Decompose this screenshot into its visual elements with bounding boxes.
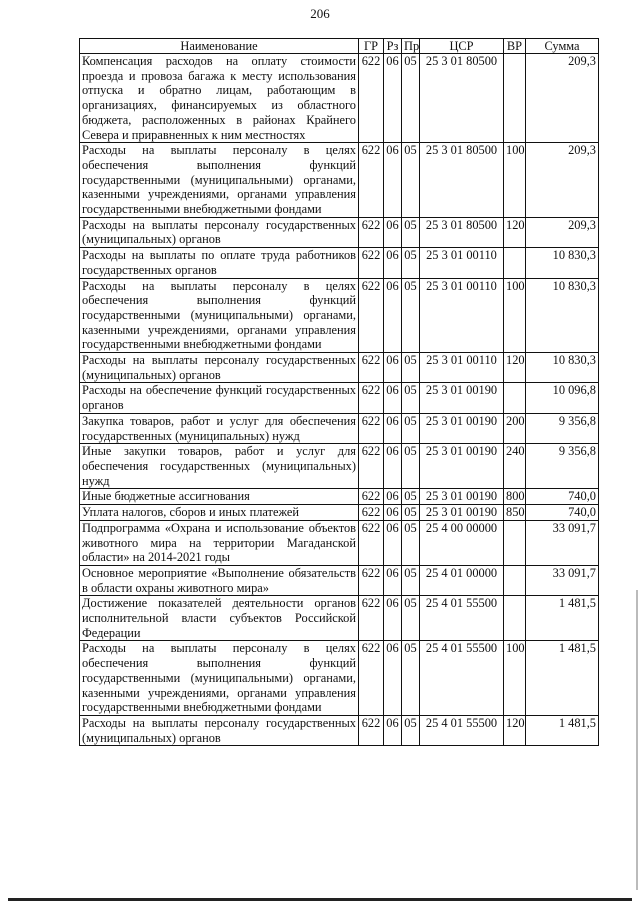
cell-sum: 33 091,7 xyxy=(526,565,599,595)
cell-pr: 05 xyxy=(402,54,420,143)
header-pr: Пр xyxy=(402,39,420,54)
cell-gr: 622 xyxy=(359,248,384,278)
table-row xyxy=(80,143,599,218)
cell-csr: 25 3 01 00110 xyxy=(420,248,504,278)
cell-name: Компенсация расходов на оплату стоимости проезда и провоза багажа к месту использования отпуска и обратно лицам, работающим в организациях, финансируемых из областного бюджета, расположенных в районах Крайнего Севера и приравненных к ним местностях xyxy=(80,54,359,143)
page-number: 206 xyxy=(310,6,330,21)
cell-name: Расходы на выплаты персоналу государственных (муниципальных) органов xyxy=(80,715,359,745)
cell-csr: 25 4 01 00000 xyxy=(420,565,504,595)
cell-gr: 622 xyxy=(359,217,384,247)
cell-vr: 120 xyxy=(504,217,526,247)
cell-csr: 25 3 01 00190 xyxy=(420,383,504,413)
cell-vr: 200 xyxy=(504,413,526,443)
table-row xyxy=(80,383,599,413)
cell-pr: 05 xyxy=(402,143,420,218)
scan-edge-line xyxy=(8,898,632,901)
cell-csr: 25 4 00 00000 xyxy=(420,520,504,565)
cell-csr: 25 4 01 55500 xyxy=(420,715,504,745)
cell-pr: 05 xyxy=(402,520,420,565)
cell-pr: 05 xyxy=(402,505,420,521)
cell-name: Подпрограмма «Охрана и использование объектов животного мира на территории Магаданской области» на 2014-2021 годы xyxy=(80,520,359,565)
cell-csr: 25 4 01 55500 xyxy=(420,641,504,716)
cell-sum: 10 096,8 xyxy=(526,383,599,413)
cell-gr: 622 xyxy=(359,353,384,383)
cell-rz: 06 xyxy=(384,565,402,595)
cell-pr: 05 xyxy=(402,353,420,383)
header-name: Наименование xyxy=(80,39,359,54)
cell-sum: 33 091,7 xyxy=(526,520,599,565)
table-row xyxy=(80,715,599,745)
cell-gr: 622 xyxy=(359,413,384,443)
cell-name: Расходы на обеспечение функций государственных органов xyxy=(80,383,359,413)
cell-vr xyxy=(504,383,526,413)
cell-vr xyxy=(504,565,526,595)
table-row xyxy=(80,353,599,383)
scan-edge-mark xyxy=(636,590,638,890)
cell-rz: 06 xyxy=(384,505,402,521)
cell-pr: 05 xyxy=(402,489,420,505)
cell-vr: 100 xyxy=(504,278,526,353)
cell-csr: 25 3 01 00190 xyxy=(420,489,504,505)
cell-sum: 10 830,3 xyxy=(526,353,599,383)
cell-name: Расходы на выплаты персоналу государственных (муниципальных) органов xyxy=(80,353,359,383)
budget-table xyxy=(79,38,599,746)
cell-gr: 622 xyxy=(359,596,384,641)
header-csr: ЦСР xyxy=(420,39,504,54)
cell-rz: 06 xyxy=(384,596,402,641)
cell-gr: 622 xyxy=(359,383,384,413)
table-row xyxy=(80,596,599,641)
cell-vr: 800 xyxy=(504,489,526,505)
cell-rz: 06 xyxy=(384,444,402,489)
table-row xyxy=(80,217,599,247)
cell-sum: 1 481,5 xyxy=(526,715,599,745)
cell-pr: 05 xyxy=(402,383,420,413)
cell-name: Расходы на выплаты персоналу в целях обеспечения выполнения функций государственными (муниципальными) органами, казенными учреждениями, органами управления государственными внебюджетными фондами xyxy=(80,278,359,353)
cell-csr: 25 3 01 80500 xyxy=(420,143,504,218)
table-row xyxy=(80,641,599,716)
cell-sum: 740,0 xyxy=(526,505,599,521)
cell-name: Достижение показателей деятельности органов исполнительной власти субъектов Российской Федерации xyxy=(80,596,359,641)
cell-sum: 10 830,3 xyxy=(526,278,599,353)
table-row xyxy=(80,444,599,489)
cell-vr: 120 xyxy=(504,353,526,383)
cell-pr: 05 xyxy=(402,248,420,278)
cell-csr: 25 3 01 00110 xyxy=(420,353,504,383)
cell-csr: 25 3 01 00190 xyxy=(420,413,504,443)
cell-sum: 9 356,8 xyxy=(526,444,599,489)
cell-gr: 622 xyxy=(359,143,384,218)
table-row xyxy=(80,278,599,353)
cell-vr: 100 xyxy=(504,143,526,218)
table-body xyxy=(80,54,599,746)
cell-csr: 25 3 01 00190 xyxy=(420,505,504,521)
cell-rz: 06 xyxy=(384,715,402,745)
cell-rz: 06 xyxy=(384,489,402,505)
cell-name: Расходы на выплаты персоналу в целях обеспечения выполнения функций государственными (муниципальными) органами, казенными учреждениями, органами управления государственными внебюджетными фондами xyxy=(80,143,359,218)
cell-name: Расходы на выплаты персоналу в целях обеспечения выполнения функций государственными (муниципальными) органами, казенными учреждениями, органами управления государственными внебюджетными фондами xyxy=(80,641,359,716)
cell-pr: 05 xyxy=(402,217,420,247)
cell-name: Уплата налогов, сборов и иных платежей xyxy=(80,505,359,521)
table-row xyxy=(80,489,599,505)
header-vr: ВР xyxy=(504,39,526,54)
cell-name: Основное мероприятие «Выполнение обязательств в области охраны животного мира» xyxy=(80,565,359,595)
cell-gr: 622 xyxy=(359,54,384,143)
table-row xyxy=(80,565,599,595)
cell-pr: 05 xyxy=(402,413,420,443)
table-row xyxy=(80,505,599,521)
cell-pr: 05 xyxy=(402,715,420,745)
cell-rz: 06 xyxy=(384,54,402,143)
cell-gr: 622 xyxy=(359,520,384,565)
cell-vr: 100 xyxy=(504,641,526,716)
cell-name: Расходы на выплаты по оплате труда работников государственных органов xyxy=(80,248,359,278)
cell-rz: 06 xyxy=(384,413,402,443)
cell-vr xyxy=(504,248,526,278)
cell-sum: 1 481,5 xyxy=(526,596,599,641)
cell-sum: 209,3 xyxy=(526,217,599,247)
header-gr: ГР xyxy=(359,39,384,54)
cell-rz: 06 xyxy=(384,520,402,565)
cell-rz: 06 xyxy=(384,353,402,383)
cell-sum: 9 356,8 xyxy=(526,413,599,443)
cell-gr: 622 xyxy=(359,715,384,745)
cell-gr: 622 xyxy=(359,278,384,353)
cell-pr: 05 xyxy=(402,444,420,489)
cell-rz: 06 xyxy=(384,278,402,353)
cell-sum: 10 830,3 xyxy=(526,248,599,278)
cell-csr: 25 3 01 80500 xyxy=(420,54,504,143)
cell-vr: 120 xyxy=(504,715,526,745)
cell-vr xyxy=(504,54,526,143)
cell-name: Закупка товаров, работ и услуг для обеспечения государственных (муниципальных) нужд xyxy=(80,413,359,443)
cell-gr: 622 xyxy=(359,489,384,505)
cell-name: Иные бюджетные ассигнования xyxy=(80,489,359,505)
cell-vr xyxy=(504,520,526,565)
cell-name: Иные закупки товаров, работ и услуг для обеспечения государственных (муниципальных) нужд xyxy=(80,444,359,489)
cell-csr: 25 3 01 00190 xyxy=(420,444,504,489)
cell-csr: 25 3 01 00110 xyxy=(420,278,504,353)
cell-pr: 05 xyxy=(402,596,420,641)
cell-rz: 06 xyxy=(384,383,402,413)
cell-sum: 209,3 xyxy=(526,143,599,218)
cell-rz: 06 xyxy=(384,248,402,278)
cell-gr: 622 xyxy=(359,565,384,595)
table-header-row xyxy=(80,39,599,54)
table-row xyxy=(80,413,599,443)
table-row xyxy=(80,520,599,565)
cell-gr: 622 xyxy=(359,444,384,489)
cell-sum: 740,0 xyxy=(526,489,599,505)
cell-csr: 25 3 01 80500 xyxy=(420,217,504,247)
table-row xyxy=(80,54,599,143)
cell-vr: 240 xyxy=(504,444,526,489)
cell-sum: 209,3 xyxy=(526,54,599,143)
cell-name: Расходы на выплаты персоналу государственных (муниципальных) органов xyxy=(80,217,359,247)
cell-pr: 05 xyxy=(402,641,420,716)
cell-rz: 06 xyxy=(384,143,402,218)
cell-csr: 25 4 01 55500 xyxy=(420,596,504,641)
cell-vr: 850 xyxy=(504,505,526,521)
header-sum: Сумма xyxy=(526,39,599,54)
cell-pr: 05 xyxy=(402,565,420,595)
cell-gr: 622 xyxy=(359,505,384,521)
cell-gr: 622 xyxy=(359,641,384,716)
cell-sum: 1 481,5 xyxy=(526,641,599,716)
table-row xyxy=(80,248,599,278)
cell-vr xyxy=(504,596,526,641)
header-rz: Рз xyxy=(384,39,402,54)
cell-rz: 06 xyxy=(384,641,402,716)
cell-rz: 06 xyxy=(384,217,402,247)
cell-pr: 05 xyxy=(402,278,420,353)
